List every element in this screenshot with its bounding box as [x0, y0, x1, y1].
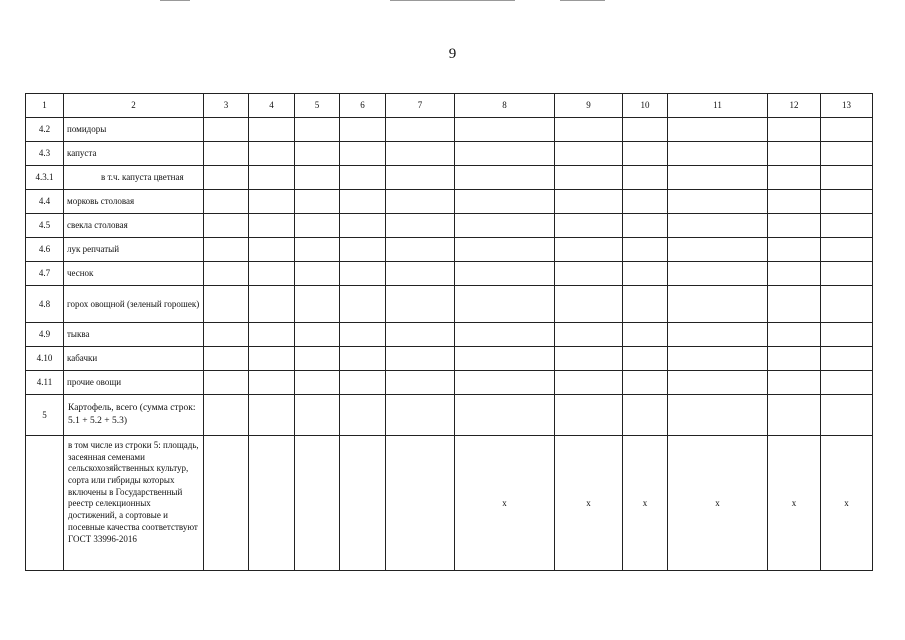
data-cell: [455, 286, 555, 323]
data-cell: [668, 371, 768, 395]
data-cell: [623, 395, 668, 436]
data-cell: [821, 166, 873, 190]
row-number: 4.2: [26, 118, 64, 142]
table-row: [26, 262, 873, 286]
data-cell: [623, 371, 668, 395]
data-cell: [204, 214, 249, 238]
data-cell: [204, 371, 249, 395]
row-name: лук репчатый: [64, 238, 204, 262]
data-cell: [555, 142, 623, 166]
data-cell: [295, 142, 340, 166]
column-header: 9: [555, 94, 623, 118]
row-name: Картофель, всего (сумма строк: 5.1 + 5.2 + 5.3): [64, 395, 204, 436]
data-cell: [340, 262, 386, 286]
data-cell: [295, 371, 340, 395]
data-cell: [623, 118, 668, 142]
data-cell: [204, 262, 249, 286]
column-header: 2: [64, 94, 204, 118]
row-name: в том числе из строки 5: площадь, засеянная семенами сельскохозяйственных культур, сорта или гибриды которых включены в Государственный реестр селекционных достижений, а сортовые и посевные качества соответствуют ГОСТ 33996-2016: [64, 436, 204, 571]
data-cell: [623, 142, 668, 166]
not-applicable-mark: x: [768, 436, 821, 571]
data-cell: [555, 262, 623, 286]
data-cell: [340, 395, 386, 436]
data-cell: [204, 166, 249, 190]
data-cell: [386, 190, 455, 214]
data-cell: [295, 118, 340, 142]
data-cell: [455, 142, 555, 166]
data-cell: [455, 323, 555, 347]
data-cell: [204, 323, 249, 347]
data-cell: [623, 214, 668, 238]
column-header: 5: [295, 94, 340, 118]
scan-edge-mark: [560, 0, 605, 1]
data-cell: [386, 214, 455, 238]
data-cell: [555, 286, 623, 323]
data-cell: [295, 166, 340, 190]
data-cell: [821, 286, 873, 323]
data-cell: [340, 323, 386, 347]
data-cell: [668, 190, 768, 214]
data-cell: [340, 214, 386, 238]
table-row: [26, 190, 873, 214]
data-cell: [386, 323, 455, 347]
data-cell: [295, 436, 340, 571]
data-cell: [295, 323, 340, 347]
not-applicable-mark: x: [555, 436, 623, 571]
data-cell: [623, 347, 668, 371]
table-row: [26, 238, 873, 262]
data-cell: [340, 436, 386, 571]
data-cell: [204, 190, 249, 214]
row-number: 4.5: [26, 214, 64, 238]
table-row: [26, 166, 873, 190]
data-cell: [768, 118, 821, 142]
data-cell: [340, 118, 386, 142]
column-header: 7: [386, 94, 455, 118]
data-cell: [386, 142, 455, 166]
data-cell: [249, 262, 295, 286]
data-cell: [455, 166, 555, 190]
data-cell: [295, 238, 340, 262]
data-cell: [386, 286, 455, 323]
column-header: 6: [340, 94, 386, 118]
column-header: 11: [668, 94, 768, 118]
table-row: [26, 395, 873, 436]
data-cell: [668, 347, 768, 371]
data-cell: [204, 436, 249, 571]
data-cell: [555, 323, 623, 347]
data-cell: [340, 347, 386, 371]
data-cell: [821, 262, 873, 286]
data-cell: [455, 118, 555, 142]
data-cell: [386, 262, 455, 286]
data-cell: [455, 395, 555, 436]
data-cell: [249, 214, 295, 238]
data-cell: [821, 323, 873, 347]
data-cell: [249, 371, 295, 395]
data-cell: [768, 395, 821, 436]
data-cell: [623, 262, 668, 286]
table-row: [26, 371, 873, 395]
data-cell: [623, 190, 668, 214]
data-cell: [768, 166, 821, 190]
data-cell: [668, 395, 768, 436]
data-cell: [204, 238, 249, 262]
data-cell: [249, 286, 295, 323]
data-cell: [455, 371, 555, 395]
column-header: 12: [768, 94, 821, 118]
data-cell: [295, 395, 340, 436]
data-cell: [821, 347, 873, 371]
row-name: морковь столовая: [64, 190, 204, 214]
page-number: 9: [448, 46, 457, 62]
data-cell: [768, 371, 821, 395]
data-cell: [340, 190, 386, 214]
row-name: тыква: [64, 323, 204, 347]
data-cell: [386, 395, 455, 436]
data-cell: [623, 323, 668, 347]
data-cell: [249, 142, 295, 166]
data-cell: [249, 323, 295, 347]
column-header: 1: [26, 94, 64, 118]
column-header: 3: [204, 94, 249, 118]
data-cell: [386, 238, 455, 262]
row-number: 4.4: [26, 190, 64, 214]
data-cell: [555, 190, 623, 214]
row-name: кабачки: [64, 347, 204, 371]
row-name: в т.ч. капуста цветная: [64, 166, 204, 190]
data-cell: [386, 118, 455, 142]
data-cell: [768, 323, 821, 347]
data-cell: [555, 347, 623, 371]
row-number: 4.9: [26, 323, 64, 347]
table-row: [26, 286, 873, 323]
row-name: свекла столовая: [64, 214, 204, 238]
row-number: 5: [26, 395, 64, 436]
data-cell: [668, 262, 768, 286]
data-cell: [668, 286, 768, 323]
data-cell: [668, 118, 768, 142]
data-cell: [340, 166, 386, 190]
table-row: [26, 347, 873, 371]
data-cell: [668, 238, 768, 262]
table-row: [26, 323, 873, 347]
row-name: горох овощной (зеленый горошек): [64, 286, 204, 323]
data-cell: [821, 214, 873, 238]
data-cell: [555, 371, 623, 395]
data-cell: [386, 166, 455, 190]
data-cell: [340, 371, 386, 395]
column-header: 10: [623, 94, 668, 118]
data-cell: [768, 190, 821, 214]
data-cell: [768, 262, 821, 286]
row-name: капуста: [64, 142, 204, 166]
column-number-header-row: [26, 94, 873, 118]
data-cell: [455, 190, 555, 214]
data-cell: [821, 238, 873, 262]
data-cell: [204, 395, 249, 436]
scan-edge-mark: [160, 0, 190, 1]
column-header: 13: [821, 94, 873, 118]
data-cell: [386, 371, 455, 395]
data-cell: [295, 214, 340, 238]
row-number: 4.7: [26, 262, 64, 286]
table-row: [26, 436, 873, 571]
row-name: помидоры: [64, 118, 204, 142]
row-number: 4.3.1: [26, 166, 64, 190]
data-cell: [249, 166, 295, 190]
data-cell: [623, 238, 668, 262]
data-cell: [455, 214, 555, 238]
row-number: 4.10: [26, 347, 64, 371]
data-cell: [555, 238, 623, 262]
data-cell: [249, 118, 295, 142]
data-cell: [555, 118, 623, 142]
row-number: 4.11: [26, 371, 64, 395]
row-name: прочие овощи: [64, 371, 204, 395]
row-number: 4.8: [26, 286, 64, 323]
data-cell: [821, 190, 873, 214]
data-cell: [249, 347, 295, 371]
statistical-form-table: [25, 93, 873, 571]
column-header: 4: [249, 94, 295, 118]
data-cell: [768, 142, 821, 166]
row-number: 4.3: [26, 142, 64, 166]
data-cell: [295, 262, 340, 286]
row-number: [26, 436, 64, 571]
data-cell: [249, 238, 295, 262]
data-cell: [204, 286, 249, 323]
data-cell: [668, 323, 768, 347]
scan-edge-mark: [390, 0, 515, 1]
data-cell: [295, 347, 340, 371]
data-cell: [555, 214, 623, 238]
data-cell: [668, 214, 768, 238]
data-cell: [204, 118, 249, 142]
data-cell: [455, 262, 555, 286]
data-cell: [668, 166, 768, 190]
data-cell: [249, 395, 295, 436]
data-cell: [821, 371, 873, 395]
data-cell: [668, 142, 768, 166]
data-cell: [249, 436, 295, 571]
data-cell: [768, 214, 821, 238]
data-cell: [340, 142, 386, 166]
data-cell: [768, 286, 821, 323]
data-cell: [821, 395, 873, 436]
data-cell: [768, 347, 821, 371]
data-cell: [386, 436, 455, 571]
data-cell: [295, 190, 340, 214]
data-cell: [386, 347, 455, 371]
column-header: 8: [455, 94, 555, 118]
data-cell: [821, 142, 873, 166]
row-number: 4.6: [26, 238, 64, 262]
data-cell: [340, 238, 386, 262]
data-cell: [204, 347, 249, 371]
data-cell: [555, 395, 623, 436]
data-cell: [455, 347, 555, 371]
data-cell: [455, 238, 555, 262]
data-cell: [204, 142, 249, 166]
not-applicable-mark: x: [821, 436, 873, 571]
table-row: [26, 118, 873, 142]
not-applicable-mark: x: [668, 436, 768, 571]
data-cell: [249, 190, 295, 214]
table-row: [26, 214, 873, 238]
data-cell: [623, 166, 668, 190]
data-cell: [295, 286, 340, 323]
row-name: чеснок: [64, 262, 204, 286]
data-cell: [768, 238, 821, 262]
not-applicable-mark: x: [455, 436, 555, 571]
not-applicable-mark: x: [623, 436, 668, 571]
data-cell: [555, 166, 623, 190]
data-cell: [340, 286, 386, 323]
data-cell: [623, 286, 668, 323]
data-cell: [821, 118, 873, 142]
table-row: [26, 142, 873, 166]
